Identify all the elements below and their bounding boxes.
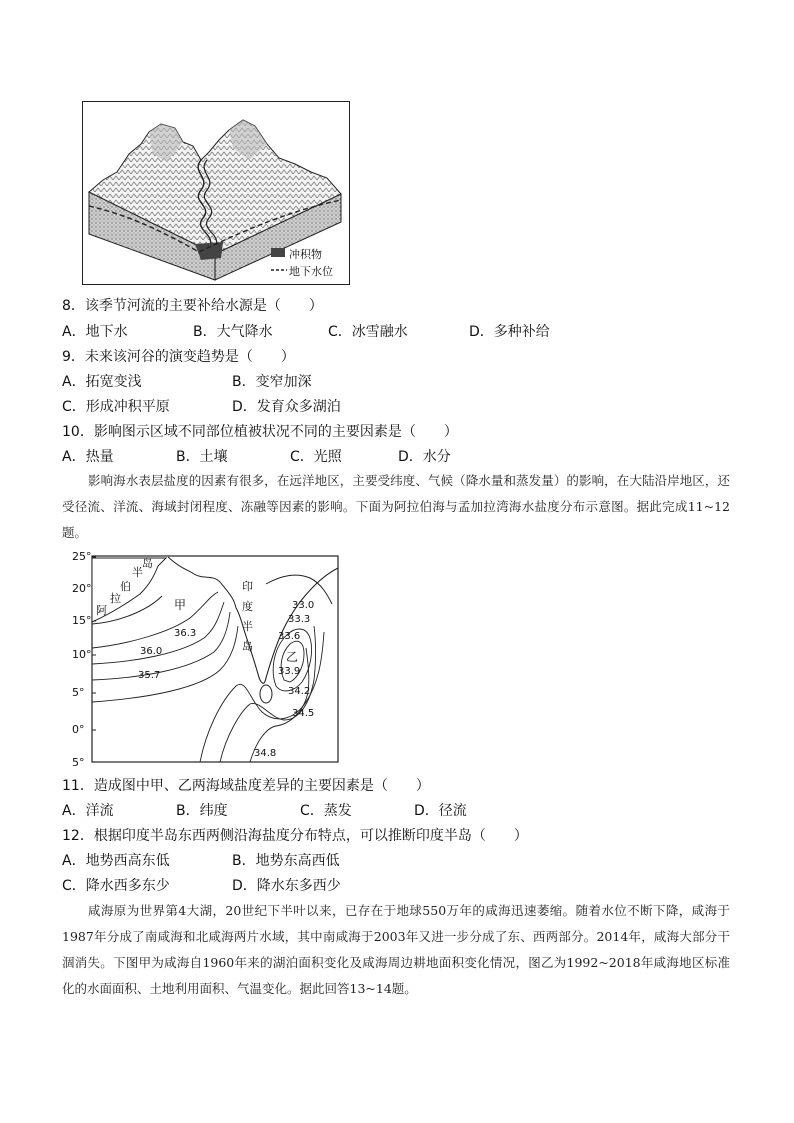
isohaline-value: 36.0 xyxy=(140,646,163,657)
legend-alluvium: 冲积物 xyxy=(289,248,322,261)
lat-label: 20° xyxy=(72,582,92,595)
isohaline-value: 33.6 xyxy=(278,631,301,642)
q11-option-d[interactable]: D．径流 xyxy=(414,803,467,819)
q8-option-a[interactable]: A．地下水 xyxy=(62,324,128,340)
label-arabia-char: 伯 xyxy=(120,580,131,593)
q11-option-b[interactable]: B．纬度 xyxy=(176,803,228,819)
label-arabia-char: 岛 xyxy=(142,557,153,570)
label-india-char: 度 xyxy=(242,600,253,613)
question-8-stem: 8．该季节河流的主要补给水源是（ ） xyxy=(62,298,323,314)
question-11-stem: 11．造成图中甲、乙两海域盐度差异的主要因素是（ ） xyxy=(62,778,430,794)
alluvium-legend-swatch xyxy=(271,248,285,257)
q9-option-a[interactable]: A．拓宽变浅 xyxy=(62,374,142,390)
valley-block-diagram xyxy=(82,101,350,285)
isohaline-value: 34.8 xyxy=(254,748,277,759)
isohaline-value: 33.3 xyxy=(288,614,311,625)
q12-option-b[interactable]: B．地势东高西低 xyxy=(232,853,340,869)
label-india-char: 半 xyxy=(242,620,253,633)
q12-option-d[interactable]: D．降水东多西少 xyxy=(232,878,341,894)
question-12-stem: 12．根据印度半岛东西两侧沿海盐度分布特点，可以推断印度半岛（ ） xyxy=(62,828,528,844)
passage-salinity-text: 影响海水表层盐度的因素有很多，在远洋地区，主要受纬度、气候（降水量和蒸发量）的影响，在大陆沿岸地区，还受径流、洋流、海域封闭程度、冻融等因素的影响。下面为阿拉伯海与孟加拉湾海水盐度分布示意图。据此完成11~12题。 xyxy=(62,473,730,540)
salinity-map xyxy=(70,552,342,772)
label-jia: 甲 xyxy=(174,598,187,612)
q12-option-c[interactable]: C．降水西多东少 xyxy=(62,878,170,894)
label-india-char: 岛 xyxy=(242,640,253,653)
question-9-stem: 9．未来该河谷的演变趋势是（ ） xyxy=(62,349,295,365)
isohaline-value: 33.9 xyxy=(278,666,301,677)
lat-label: 10° xyxy=(72,648,92,661)
q9-option-c[interactable]: C．形成冲积平原 xyxy=(62,399,170,415)
legend-water-table: 地下水位 xyxy=(289,265,333,278)
q11-option-a[interactable]: A．洋流 xyxy=(62,803,114,819)
label-yi: 乙 xyxy=(286,650,299,664)
q8-option-d[interactable]: D．多种补给 xyxy=(469,324,550,340)
lat-label: 0° xyxy=(72,723,85,736)
passage-salinity xyxy=(62,468,730,546)
label-arabia-char: 拉 xyxy=(110,592,121,605)
isohaline-value: 34.2 xyxy=(288,686,311,697)
q9-option-b[interactable]: B．变窄加深 xyxy=(232,374,312,390)
label-india-char: 印 xyxy=(242,580,253,593)
question-10-stem: 10．影响图示区域不同部位植被状况不同的主要因素是（ ） xyxy=(62,424,458,440)
label-arabia-char: 阿 xyxy=(96,604,107,617)
q10-option-d[interactable]: D．水分 xyxy=(398,449,451,465)
isohaline-value: 33.0 xyxy=(292,600,315,611)
passage-aral-sea-text: 咸海原为世界第4大湖，20世纪下半叶以来，已存在于地球550万年的咸海迅速萎缩。随着水位不断下降，咸海于1987年分成了南咸海和北咸海两片水域，其中南咸海于2003年又进一步分成了东、西两部分。2014年，咸海大部分干涸消失。下图甲为咸海自1960年来的湖泊面积变化及咸海周边耕地面积变化情况，图乙为1992~2018年咸海地区标准化的水面面积、土地利用面积、气温变化。据此回答13~14题。 xyxy=(62,903,730,996)
label-arabia-char: 半 xyxy=(132,566,143,579)
isohaline-value: 36.3 xyxy=(174,628,197,639)
passage-aral-sea xyxy=(62,898,730,1002)
isohaline-value: 34.5 xyxy=(292,708,315,719)
lat-label: 5° xyxy=(72,756,85,769)
q10-option-a[interactable]: A．热量 xyxy=(62,449,114,465)
q10-option-b[interactable]: B．土壤 xyxy=(176,449,228,465)
q8-option-c[interactable]: C．冰雪融水 xyxy=(328,324,408,340)
q8-option-b[interactable]: B．大气降水 xyxy=(193,324,273,340)
lat-label: 25° xyxy=(72,550,92,563)
q11-option-c[interactable]: C．蒸发 xyxy=(300,803,352,819)
lat-label: 5° xyxy=(72,686,85,699)
salinity-map-svg xyxy=(70,552,342,772)
q12-option-a[interactable]: A．地势西高东低 xyxy=(62,853,170,869)
lat-label: 15° xyxy=(72,614,92,627)
q9-option-d[interactable]: D．发育众多湖泊 xyxy=(232,399,341,415)
isohaline-value: 35.7 xyxy=(138,670,161,681)
q10-option-c[interactable]: C．光照 xyxy=(290,449,342,465)
